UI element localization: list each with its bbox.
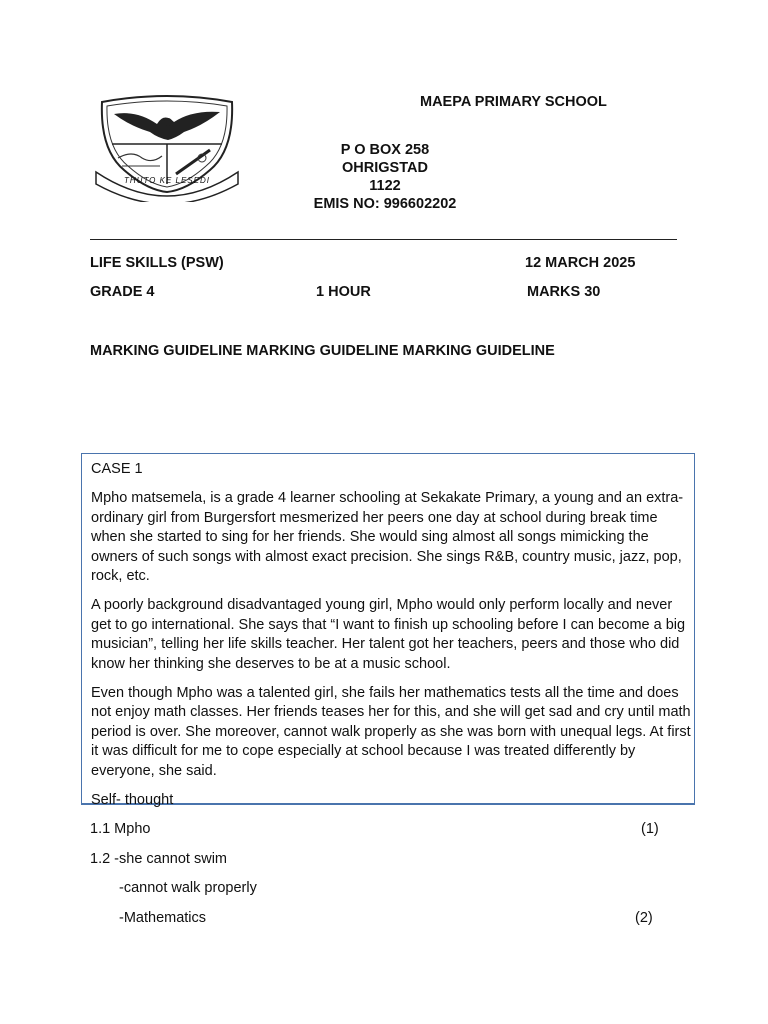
answer-1-2-line-2: -cannot walk properly (119, 880, 257, 896)
answer-1-2: 1.2 -she cannot swim (90, 851, 228, 867)
answer-1-2-mark: (2) (635, 910, 653, 926)
marks-label: MARKS 30 (527, 284, 601, 300)
address-line-4: EMIS NO: 996602202 (313, 196, 457, 212)
case-paragraph-1: Mpho matsemela, is a grade 4 learner schooling at Sekakate Primary, a young and an extra-ordinary girl from Burgersfort mesmerized her peers one day at school during break time when she started to sing for her friends. She would sing almost all songs mimicking the owners of such songs with almost exact precision. She sings R&B, country music, jazz, pop, rock, etc. (91, 490, 684, 585)
school-crest-logo (92, 92, 242, 202)
exam-date: 12 MARCH 2025 (525, 255, 636, 271)
grade-label: GRADE 4 (90, 284, 155, 300)
school-name: MAEPA PRIMARY SCHOOL (420, 94, 607, 110)
duration-label: 1 HOUR (316, 284, 371, 300)
answer-1-1: 1.1 Mpho (90, 821, 151, 837)
header-divider (90, 239, 677, 240)
case-study-box (81, 453, 695, 809)
answer-1-2-line-3: -Mathematics (119, 910, 207, 926)
address-line-3: 1122 (369, 178, 401, 194)
logo-motto-text: THUTO KE LESEDI (124, 176, 210, 185)
case-paragraph-3: Even though Mpho was a talented girl, she fails her mathematics tests all the time and does not enjoy math classes. Her friends teases her for this, and she will get sad and cry until math period is over. She moreover, cannot walk properly as she was born with unequal legs. At first it was difficult for me to cope especially at school because I was treated differently by everyone, she said. (91, 685, 691, 779)
case-heading: CASE 1 (91, 461, 143, 477)
address-line-1: P O BOX 258 (340, 142, 430, 158)
subject-label: LIFE SKILLS (PSW) (90, 255, 224, 271)
answer-1-1-mark: (1) (641, 821, 659, 837)
case-footer: Self- thought (91, 792, 174, 809)
school-address (300, 141, 470, 213)
case-paragraph-2: A poorly background disadvantaged young girl, Mpho would only perform locally and never get to go international. She says that “I want to finish up schooling before I can become a big musician”, telling her life skills teacher. Her talent got her teachers, peers and those who did know her thinking she deserves to be at a music school. (91, 597, 686, 672)
address-line-2: OHRIGSTAD (342, 160, 428, 176)
document-title: MARKING GUIDELINE MARKING GUIDELINE MARKING GUIDELINE (90, 343, 555, 359)
